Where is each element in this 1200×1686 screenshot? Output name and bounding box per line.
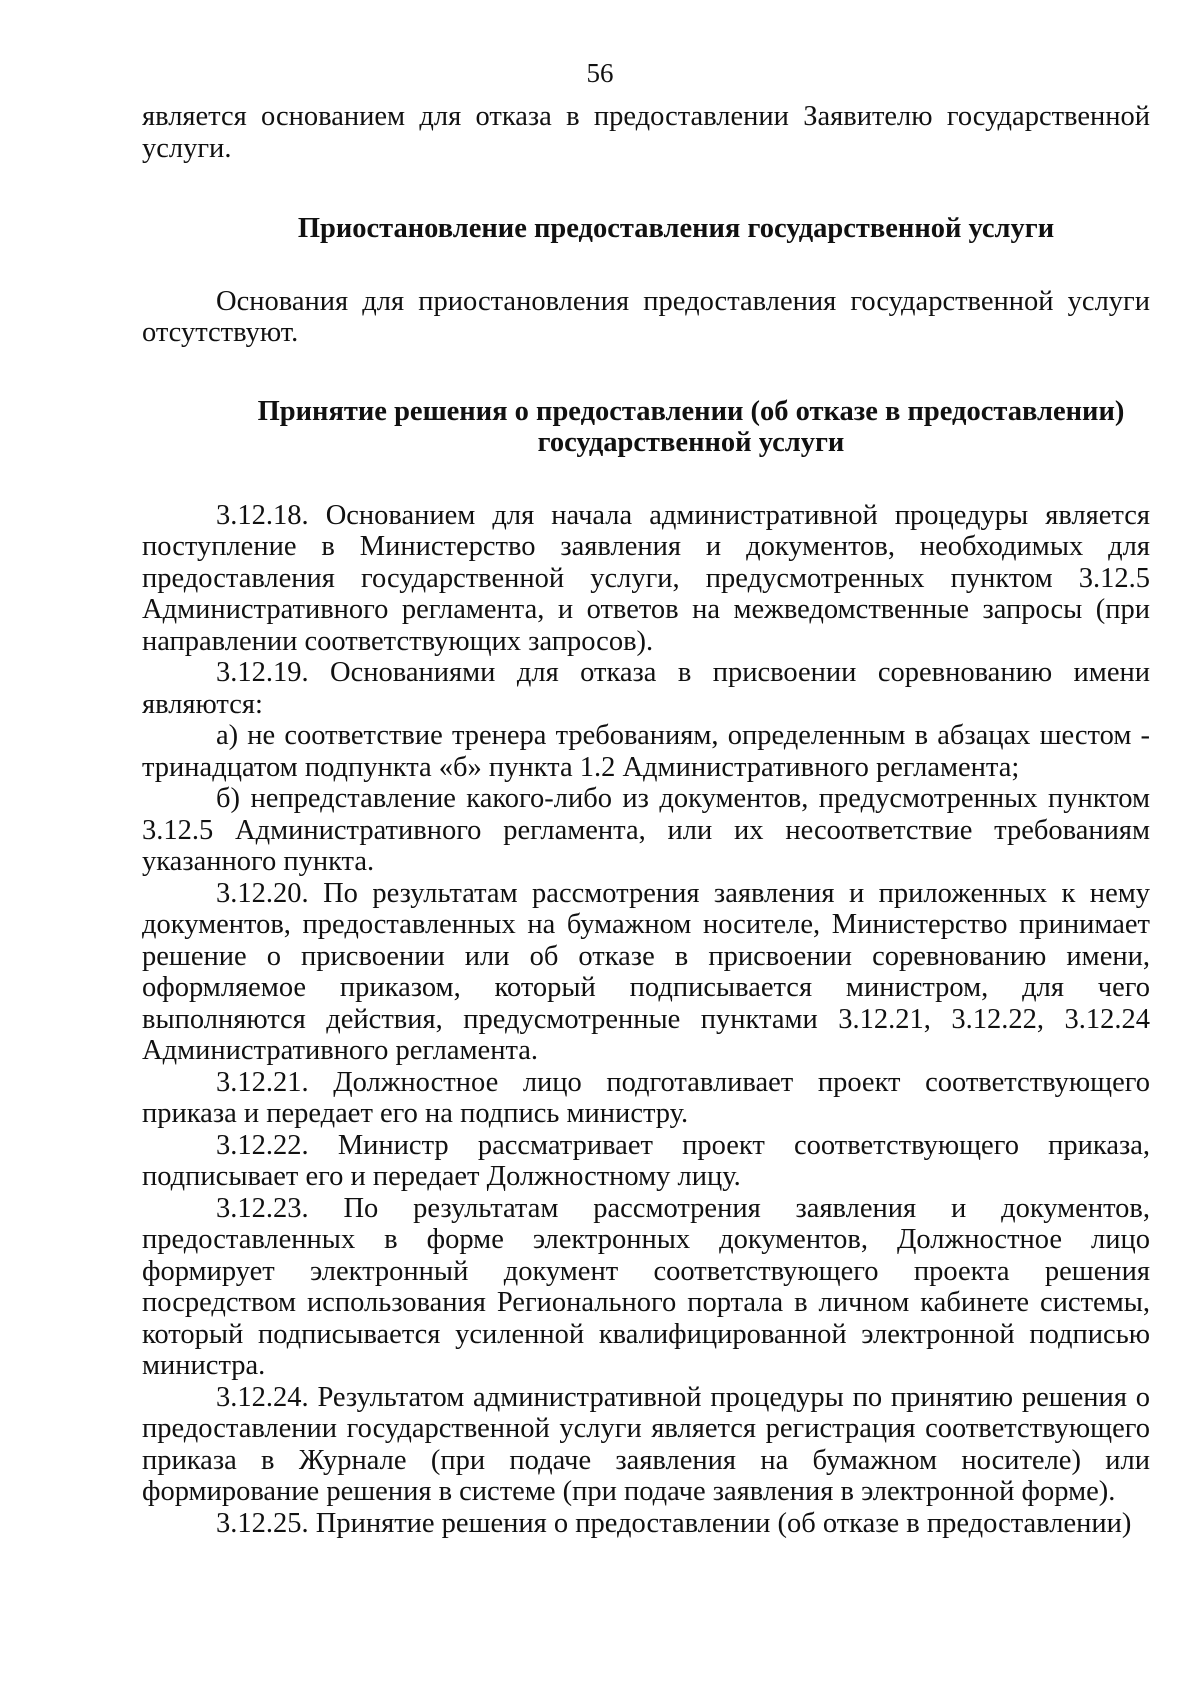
paragraph-item-b: б) непредставление какого-либо из документов, предусмотренных пунктом 3.12.5 Административного регламента, или их несоответствие требованиям указанного пункта. [142, 783, 1150, 877]
paragraph-3-12-19: 3.12.19. Основаниями для отказа в присвоении соревнованию имени являются: [142, 657, 1150, 720]
paragraph-3-12-25: 3.12.25. Принятие решения о предоставлении (об отказе в предоставлении) [216, 1507, 1132, 1539]
heading-decision-line1: Принятие решения о предоставлении (об отказе в предоставлении) [257, 395, 1125, 427]
page-number: 56 [586, 58, 614, 88]
paragraph-suspension: Основания для приостановления предоставления государственной услуги отсутствуют. [142, 285, 1150, 348]
paragraph-3-12-20: 3.12.20. По результатам рассмотрения заявления и приложенных к нему документов, предоставленных на бумажном носителе, Министерство принимает решение о присвоении или об отказе в присвоении соревнованию имени, оформляемое приказом, который подписывается министром, для чего выполняются действия, предусмотренные пунктами 3.12.21, 3.12.22, 3.12.24 Административного регламента. [142, 877, 1150, 1066]
document-body [142, 101, 1150, 1539]
paragraph-3-12-24: 3.12.24. Результатом административной процедуры по принятию решения о предоставлении государственной услуги является регистрация соответствующего приказа в Журнале (при подаче заявления на бумажном носителе) или формирование решения в системе (при подаче заявления в электронной форме). [142, 1381, 1150, 1507]
paragraph-3-12-23: 3.12.23. По результатам рассмотрения заявления и документов, предоставленных в форме электронных документов, Должностное лицо формирует электронный документ соответствующего проекта решения посредством использования Регионального портала в личном кабинете системы, который подписывается усиленной квалифицированной электронной подписью министра. [142, 1192, 1150, 1381]
heading-decision-line2: государственной услуги [537, 427, 845, 458]
paragraph-3-12-21: 3.12.21. Должностное лицо подготавливает проект соответствующего приказа и передает его на подпись министру. [142, 1066, 1150, 1129]
paragraph-3-12-22: 3.12.22. Министр рассматривает проект соответствующего приказа, подписывает его и передает Должностному лицу. [142, 1129, 1150, 1192]
heading-suspension: Приостановление предоставления государственной услуги [297, 213, 1055, 244]
heading-decision [142, 396, 1150, 459]
paragraph-intro: является основанием для отказа в предоставлении Заявителю государственной услуги. [142, 101, 1150, 164]
paragraph-3-12-18: 3.12.18. Основанием для начала административной процедуры является поступление в Министерство заявления и документов, необходимых для предоставления государственной услуги, предусмотренных пунктом 3.12.5 Административного регламента, и ответов на межведомственные запросы (при направлении соответствующих запросов). [142, 499, 1150, 657]
paragraph-item-a: а) не соответствие тренера требованиям, определенным в абзацах шестом - тринадцатом подпункта «б» пункта 1.2 Административного регламента; [142, 720, 1150, 783]
